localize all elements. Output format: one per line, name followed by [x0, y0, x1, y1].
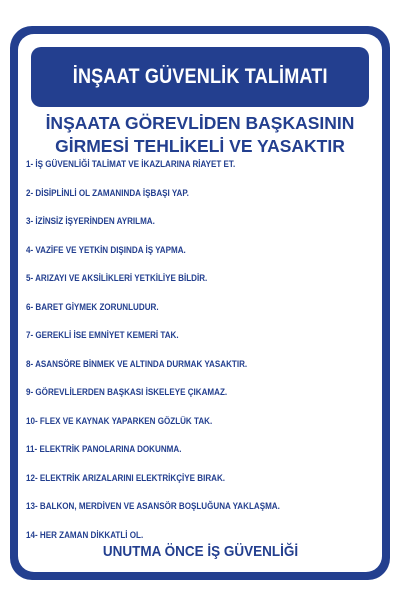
footer-slogan — [18, 543, 382, 560]
rule-item — [26, 158, 366, 187]
rules-list — [26, 158, 366, 557]
rule-item — [26, 358, 366, 387]
rule-item — [26, 272, 366, 301]
rule-text: 10- FLEX VE KAYNAK YAPARKEN GÖZLÜK TAK. — [26, 414, 213, 426]
rule-text: 1- İŞ GÜVENLİĞİ TALİMAT VE İKAZLARINA RİAYET ET. — [26, 158, 236, 169]
rule-text: 13- BALKON, MERDİVEN VE ASANSÖR BOŞLUĞUNA YAKLAŞMA. — [26, 500, 280, 511]
rule-item — [26, 443, 366, 472]
rule-item — [26, 386, 366, 415]
rule-text: 12- ELEKTRİK ARIZALARINI ELEKTRİKÇİYE BIRAK. — [26, 471, 226, 483]
rule-text: 11- ELEKTRİK PANOLARINA DOKUNMA. — [26, 443, 182, 454]
title-banner — [31, 47, 369, 107]
rule-item — [26, 472, 366, 501]
rule-item — [26, 329, 366, 358]
footer-text: UNUTMA ÖNCE İŞ GÜVENLİĞİ — [102, 543, 298, 560]
rule-item — [26, 187, 366, 216]
safety-sign — [10, 26, 390, 580]
rule-item — [26, 415, 366, 444]
rule-text: 5- ARIZAYI VE AKSİLİKLERİ YETKİLİYE BİLDİR. — [26, 272, 208, 283]
rule-text: 3- İZİNSİZ İŞYERİNDEN AYRILMA. — [26, 215, 155, 226]
sign-panel — [18, 34, 382, 572]
rule-text: 7- GEREKLİ İSE EMNİYET KEMERİ TAK. — [26, 329, 179, 340]
rule-text: 14- HER ZAMAN DİKKATLİ OL. — [26, 528, 144, 540]
sign-title: İNŞAAT GÜVENLİK TALİMATI — [72, 65, 328, 88]
subtitle-line-2: GİRMESİ TEHLİKELİ VE YASAKTIR — [55, 136, 345, 156]
rule-item — [26, 301, 366, 330]
rule-text: 4- VAZİFE VE YETKİN DIŞINDA İŞ YAPMA. — [26, 243, 186, 255]
warning-subtitle — [18, 112, 382, 158]
subtitle-line-1: İNŞAATA GÖREVLİDEN BAŞKASININ — [45, 113, 355, 133]
rule-text: 9- GÖREVLİLERDEN BAŞKASI İSKELEYE ÇIKAMAZ. — [26, 386, 228, 397]
rule-text: 6- BARET GİYMEK ZORUNLUDUR. — [26, 300, 159, 312]
rule-text: 2- DİSİPLİNLİ OL ZAMANINDA İŞBAŞI YAP. — [26, 186, 189, 198]
rule-item — [26, 244, 366, 273]
rule-text: 8- ASANSÖRE BİNMEK VE ALTINDA DURMAK YASAKTIR. — [26, 357, 248, 369]
rule-item — [26, 500, 366, 529]
rule-item — [26, 215, 366, 244]
